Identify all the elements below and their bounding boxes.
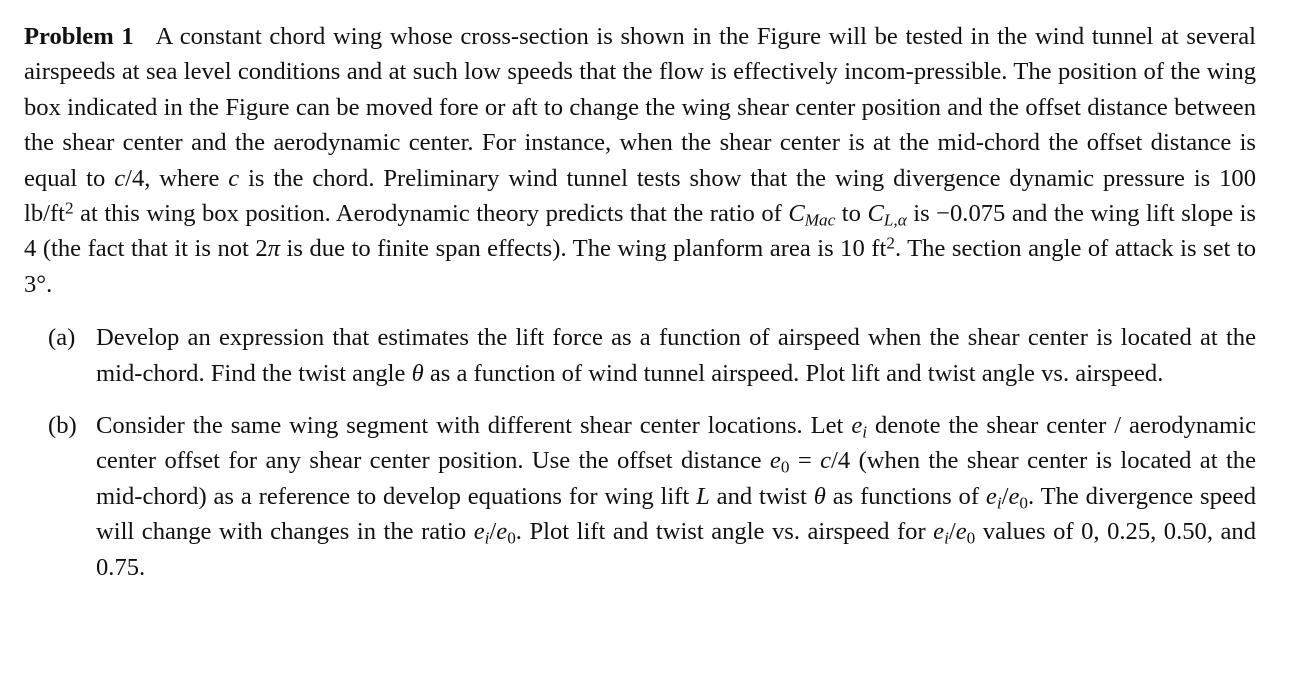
text-run: as functions of [825, 482, 986, 510]
text-run: / [1001, 482, 1009, 510]
problem-label: Problem 1 [24, 23, 134, 50]
subscript-run: 0 [966, 528, 976, 548]
math-symbol: θ [813, 482, 826, 510]
math-symbol: e [769, 447, 781, 475]
math-symbol: L [696, 482, 710, 510]
part-b-marker: (b) [48, 412, 77, 440]
subscript-run: i [862, 422, 868, 442]
text-run: values of 0, 0.25, 0.50, and 0.75. [96, 518, 1256, 581]
math-symbol: C [788, 200, 805, 228]
math-symbol: e [955, 518, 967, 546]
part-b-text [96, 412, 1256, 581]
math-symbol: e [473, 518, 485, 546]
part-a-marker: (a) [48, 324, 76, 352]
subscript-run: Mac [804, 210, 836, 230]
subscript-run: i [944, 528, 949, 548]
text-run: / [489, 518, 497, 546]
text-run: /4 (when the shear center is located at the mid-chord) as a reference to develop equations for wing lift [96, 447, 1256, 510]
math-symbol: e [985, 482, 997, 510]
math-symbol: e [851, 412, 863, 440]
text-run: at this wing box position. Aerodynamic theory predicts that the ratio of [73, 200, 789, 228]
subscript-run: 0 [507, 528, 516, 548]
math-symbol: θ [411, 359, 424, 387]
math-symbol: c [820, 447, 832, 475]
part-b [24, 408, 1256, 585]
text-run: is due to finite span effects). The wing planform area is 10 ft [280, 235, 887, 263]
math-symbol: e [1008, 482, 1020, 510]
text-run: / [948, 518, 956, 546]
text-run: to [835, 200, 868, 228]
text-run: is −0.075 and the wing lift slope is 4 (the fact that it is not 2 [24, 200, 1256, 263]
text-run: . The section angle of attack is set to 3°. [24, 235, 1257, 298]
text-run: and twist [709, 482, 814, 510]
problem-body [24, 23, 1256, 298]
math-symbol: π [267, 235, 281, 263]
subscript-run: 0 [1019, 493, 1028, 513]
text-run: /4, where [125, 164, 229, 192]
text-run: = [789, 447, 821, 475]
math-symbol: c [228, 164, 240, 192]
subscript-run: 0 [780, 457, 790, 477]
subscript-run: i [996, 493, 1002, 513]
problem-parts [24, 320, 1256, 585]
text-run: A constant chord wing whose cross-section is shown in the Figure will be tested in the wind tunnel at several airspeeds at sea level conditions and at such low speeds that the flow is effectively incom-pressible. The position of the wing box indicated in the Figure can be moved fore or aft to change the wing shear center position and the offset distance between the shear center and the aerodynamic center. For instance, when the shear center is at the mid-chord the offset distance is equal to [24, 23, 1256, 192]
math-symbol: c [114, 164, 126, 192]
math-symbol: e [933, 518, 945, 546]
text-run: Consider the same wing segment with different shear center locations. Let [96, 412, 852, 440]
text-run: . The divergence speed will change with changes in the ratio [96, 482, 1256, 546]
problem-document [24, 19, 1256, 602]
text-run: . Plot lift and twist angle vs. airspeed for [515, 518, 934, 546]
math-symbol: C [867, 200, 884, 228]
part-a-text [96, 324, 1256, 386]
superscript-run: 2 [65, 198, 74, 218]
subscript-run: L,α [883, 210, 907, 230]
superscript-run: 2 [886, 233, 895, 253]
math-symbol: e [496, 518, 508, 546]
text-run: Develop an expression that estimates the lift force as a function of airspeed when the shear center is located at the mid-chord. Find the twist angle [96, 324, 1256, 387]
subscript-run: i [484, 528, 490, 548]
text-run: is the chord. Preliminary wind tunnel tests show that the wing divergence dynamic pressure is 100 lb/ft [24, 164, 1257, 228]
problem-statement [24, 19, 1256, 302]
part-a [24, 320, 1256, 391]
text-run: as a function of wind tunnel airspeed. Plot lift and twist angle vs. airspeed. [423, 359, 1164, 387]
text-run: denote the shear center / aerodynamic center offset for any shear center position. Use the offset distance [96, 412, 1256, 475]
